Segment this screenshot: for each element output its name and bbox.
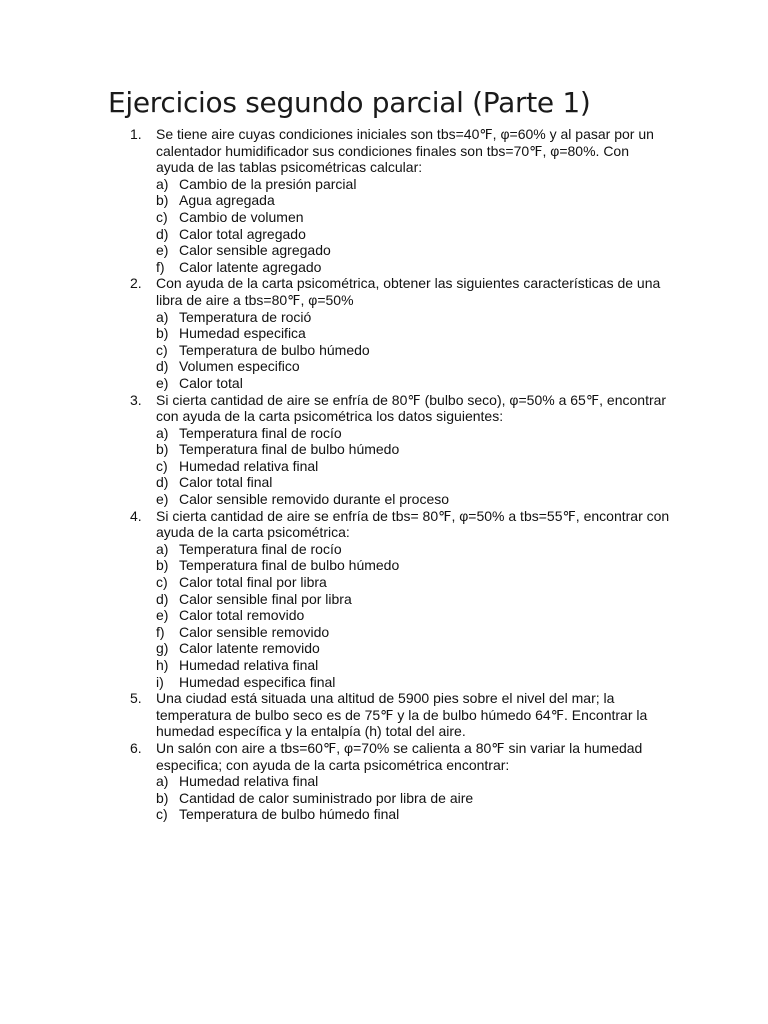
- subitem: [156, 342, 670, 359]
- exercise-item: [130, 690, 670, 740]
- subitem-text: Calor sensible removido: [179, 623, 330, 640]
- exercise-statement: Con ayuda de la carta psicométrica, obtener las siguientes características de una libra de aire a tbs=80℉, φ=50%: [156, 275, 661, 308]
- subitem: [156, 176, 670, 193]
- subitem-text: Temperatura de bulbo húmedo: [179, 341, 370, 358]
- exercise-subitems: [156, 425, 670, 508]
- subitem: [156, 674, 670, 691]
- subitem-letter: b): [156, 441, 169, 458]
- subitem: [156, 242, 670, 259]
- subitem: [156, 259, 670, 276]
- subitem: [156, 541, 670, 558]
- subitem: [156, 591, 670, 608]
- exercise-number: 6.: [130, 739, 142, 756]
- exercise-item: [130, 392, 670, 508]
- subitem-text: Volumen especifico: [179, 358, 300, 375]
- subitem: [156, 209, 670, 226]
- exercise-statement: Se tiene aire cuyas condiciones iniciales son tbs=40℉, φ=60% y al pasar por un calentador humidificador sus condiciones finales son tbs=70℉, φ=80%. Con ayuda de las tablas psicométricas calcular:: [156, 126, 654, 176]
- subitem: [156, 624, 670, 641]
- subitem-text: Calor sensible agregado: [179, 242, 331, 259]
- subitem-text: Humedad especifica: [179, 325, 306, 342]
- subitem: [156, 458, 670, 475]
- subitem-letter: c): [156, 341, 168, 358]
- exercise-item: [130, 275, 670, 391]
- subitem: [156, 226, 670, 243]
- subitem: [156, 375, 670, 392]
- page-title: Ejercicios segundo parcial (Parte 1): [108, 86, 591, 119]
- subitem-text: Calor total agregado: [179, 225, 306, 242]
- subitem-text: Cambio de la presión parcial: [179, 175, 357, 192]
- subitem: [156, 640, 670, 657]
- subitem-text: Calor latente agregado: [179, 258, 322, 275]
- subitem-letter: e): [156, 607, 169, 624]
- subitem: [156, 574, 670, 591]
- subitem-text: Calor total: [179, 374, 243, 391]
- subitem-text: Humedad relativa final: [179, 657, 319, 673]
- subitem-letter: a): [156, 175, 169, 192]
- subitem-letter: e): [156, 242, 169, 259]
- subitem-letter: f): [156, 623, 165, 640]
- subitem-letter: b): [156, 789, 169, 806]
- subitem-letter: b): [156, 557, 169, 574]
- exercise-number: 2.: [130, 275, 142, 292]
- subitem-letter: a): [156, 308, 169, 325]
- subitem: [156, 607, 670, 624]
- subitem: [156, 309, 670, 326]
- subitem: [156, 358, 670, 375]
- exercise-number: 5.: [130, 690, 142, 707]
- subitem-letter: i): [156, 673, 164, 690]
- exercise-item: [130, 508, 670, 691]
- exercise-number: 1.: [130, 126, 142, 142]
- exercise-number: 3.: [130, 391, 142, 408]
- subitem: [156, 806, 670, 823]
- subitem-letter: e): [156, 491, 169, 508]
- subitem-text: Temperatura final de rocío: [179, 424, 342, 441]
- subitem-text: Temperatura final de bulbo húmedo: [179, 441, 400, 458]
- exercise-subitems: [156, 176, 670, 276]
- subitem-text: Calor total final: [179, 474, 273, 491]
- subitem: [156, 192, 670, 209]
- subitem: [156, 657, 670, 674]
- exercise-subitems: [156, 773, 670, 823]
- exercise-subitems: [156, 541, 670, 690]
- subitem-text: Temperatura final de bulbo húmedo: [179, 557, 400, 574]
- subitem-letter: c): [156, 208, 168, 225]
- subitem-text: Calor sensible removido durante el proceso: [179, 491, 450, 508]
- subitem: [156, 491, 670, 508]
- subitem-text: Humedad relativa final: [179, 457, 319, 474]
- subitem-text: Calor latente removido: [179, 640, 320, 657]
- subitem: [156, 441, 670, 458]
- subitem-letter: f): [156, 258, 165, 275]
- subitem-letter: a): [156, 424, 169, 441]
- subitem-text: Cantidad de calor suministrado por libra de aire: [179, 789, 474, 806]
- subitem-letter: g): [156, 640, 169, 657]
- exercise-statement: Si cierta cantidad de aire se enfría de tbs= 80℉, φ=50% a tbs=55℉, encontrar con ayuda de la carta psicométrica:: [156, 507, 670, 541]
- exercise-subitems: [156, 309, 670, 392]
- subitem: [156, 474, 670, 491]
- exercise-list: [130, 126, 670, 823]
- subitem-text: Humedad relativa final: [179, 773, 319, 790]
- subitem-letter: d): [156, 590, 169, 607]
- subitem: [156, 325, 670, 342]
- subitem-letter: d): [156, 225, 169, 242]
- subitem-letter: d): [156, 474, 169, 491]
- subitem: [156, 425, 670, 442]
- subitem-text: Temperatura final de rocío: [179, 540, 342, 557]
- subitem-text: Temperatura de bulbo húmedo final: [179, 806, 400, 823]
- exercise-number: 4.: [130, 507, 142, 524]
- subitem-letter: h): [156, 657, 169, 673]
- subitem: [156, 773, 670, 790]
- subitem-letter: b): [156, 325, 169, 342]
- exercise-statement: Una ciudad está situada una altitud de 5900 pies sobre el nivel del mar; la temperatura de bulbo seco es de 75℉ y la de bulbo húmedo 64℉. Encontrar la humedad específica y la entalpía (h) total del aire.: [156, 690, 648, 740]
- subitem-letter: b): [156, 192, 169, 209]
- exercise-statement: Un salón con aire a tbs=60℉, φ=70% se calienta a 80℉ sin variar la humedad especifica; con ayuda de la carta psicométrica encontrar:: [156, 739, 643, 773]
- subitem-text: Calor total final por libra: [179, 574, 327, 591]
- subitem-letter: c): [156, 457, 168, 474]
- exercise-statement: Si cierta cantidad de aire se enfría de 80℉ (bulbo seco), φ=50% a 65℉, encontrar con ayuda de la carta psicométrica los datos siguientes:: [156, 391, 667, 425]
- subitem-text: Temperatura de roció: [179, 308, 312, 325]
- subitem-text: Agua agregada: [179, 192, 275, 209]
- subitem-text: Cambio de volumen: [179, 208, 304, 225]
- subitem-text: Humedad especifica final: [179, 673, 336, 690]
- subitem: [156, 557, 670, 574]
- subitem-text: Calor total removido: [179, 607, 305, 624]
- subitem-letter: d): [156, 358, 169, 375]
- subitem-letter: a): [156, 773, 169, 790]
- exercise-item: [130, 740, 670, 823]
- subitem: [156, 790, 670, 807]
- subitem-letter: e): [156, 374, 169, 391]
- subitem-text: Calor sensible final por libra: [179, 590, 352, 607]
- exercise-item: [130, 126, 670, 275]
- subitem-letter: c): [156, 574, 168, 591]
- subitem-letter: a): [156, 540, 169, 557]
- subitem-letter: c): [156, 806, 168, 823]
